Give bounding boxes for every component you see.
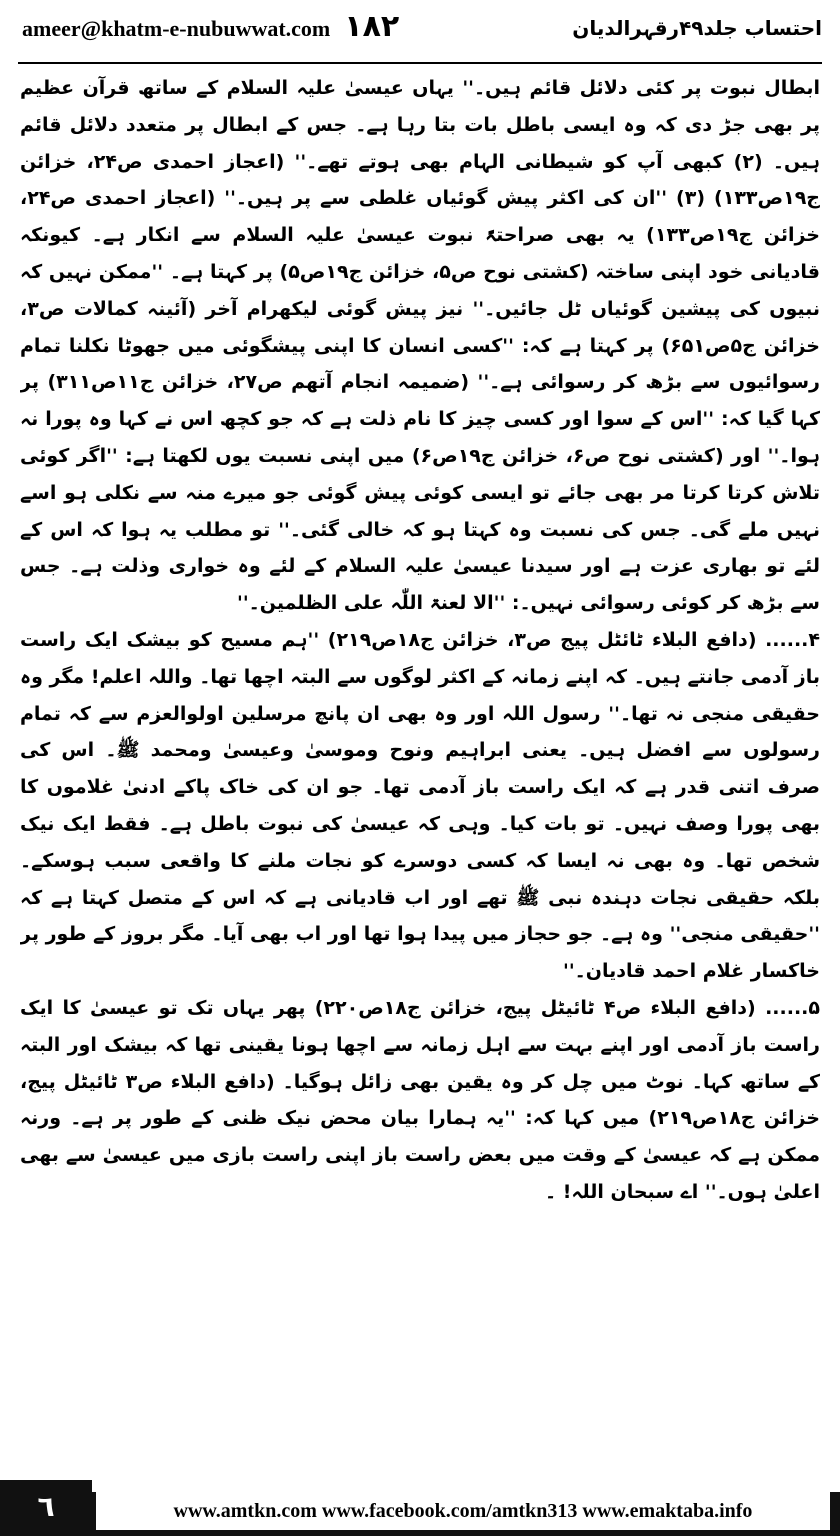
page-body [20, 70, 820, 1470]
page-header [0, 0, 840, 66]
header-divider [18, 62, 822, 64]
body-paragraph-2: ۴...... (دافع البلاء ٹائٹل پیج ص۳، خزائن ج۱۸ص۲۱۹) ''ہم مسیح کو بیشک ایک راست باز آدمی جانتے ہیں۔ کہ اپنے زمانہ کے اکثر لوگوں سے البتہ اچھا تھا۔ واللہ اعلم! مگر وہ حقیقی منجی نہ تھا۔'' رسول اللہ اور وہ بھی ان پانچ مرسلین اولوالعزم سے کہ تمام رسولوں سے افضل ہیں۔ یعنی ابراہیم ونوح وموسیٰ وعیسیٰ ومحمد ﷺ۔ اس کی صرف اتنی قدر ہے کہ ایک راست باز آدمی تھا۔ جو ان کی خاک پاکے ادنیٰ غلاموں کا بھی پورا وصف نہیں۔ تو بات کیا۔ وہی کہ عیسیٰ کی نبوت باطل ہے۔ فقط ایک نیک شخص تھا۔ وہ بھی نہ ایسا کہ کسی دوسرے کو نجات ملنے کا واقعی سبب ہوسکے۔ بلکہ حقیقی نجات دہندہ نبی ﷺ تھے اور اب قادیانی ہے کہ اس کے متصل کہتا ہے کہ ''حقیقی منجی'' وہ ہے۔ جو حجاز میں پیدا ہوا تھا اور اب بھی آیا۔ مگر بروز کے طور پر خاکسار غلام احمد قادیان۔'' [20, 628, 820, 983]
header-email: ameer@khatm-e-nubuwwat.com [22, 16, 331, 41]
footer-website-links: www.amtkn.com www.facebook.com/amtkn313 www.emaktaba.info [96, 1492, 830, 1536]
page-footer [0, 1480, 840, 1540]
footer-page-number: ٦ [0, 1480, 92, 1536]
header-book-title: احتساب جلد۴۹رقہرالدیان [572, 16, 822, 40]
header-left [22, 9, 400, 44]
header-page-number: ١٨٢ [344, 9, 400, 44]
body-paragraph-1: ابطال نبوت پر کئی دلائل قائم ہیں۔'' یہاں عیسیٰ علیہ السلام کے ساتھ قرآن عظیم پر بھی جڑ دی کہ وہ ایسی باطل بات بتا رہا ہے۔ جس کے ابطال پر متعدد دلائل قائم ہیں۔ (۲) کبھی آپ کو شیطانی الہام بھی ہوتے تھے۔'' (اعجاز احمدی ص۲۴، خزائن ج۱۹ص۱۳۳) (۳) ''ان کی اکثر پیش گوئیاں غلطی سے پر ہیں۔'' (اعجاز احمدی ص۲۴، خزائن ج۱۹ص۱۳۳) یہ بھی صراحتہً نبوت عیسیٰ علیہ السلام سے انکار ہے۔ کیونکہ قادیانی خود اپنی ساختہ (کشتی نوح ص۵، خزائن ج۱۹ص۵) پر کہتا ہے۔ ''ممکن نہیں کہ نبیوں کی پیشین گوئیاں ٹل جائیں۔'' نیز پیش گوئی لیکھرام آخر (آئینہ کمالات ص۳، خزائن ج۵ص۶۵۱) پر کہتا ہے کہ: ''کسی انسان کا اپنی پیشگوئی میں جھوٹا نکلنا تمام رسوائیوں سے بڑھ کر رسوائی ہے۔'' (ضمیمہ انجام آتھم ص۲۷، خزائن ج۱۱ص۳۱۱) پر کہا گیا کہ: ''اس کے سوا اور کسی چیز کا نام ذلت ہے کہ جو کچھ اس نے کہا وہ پورا نہ ہوا۔'' اور (کشتی نوح ص۶، خزائن ج۱۹ص۶) میں اپنی نسبت یوں لکھتا ہے: ''اگر کوئی تلاش کرتا کرتا مر بھی جائے تو ایسی کوئی پیش گوئی جو میرے منہ سے نکلی ہو اسے نہیں ملے گی۔ جس کی نسبت وہ کہتا ہو کہ خالی گئی۔'' تو مطلب یہ ہوا کہ اس کے لئے تو بھاری عزت ہے اور سیدنا عیسیٰ علیہ السلام کے لئے وہ خواری وذلت ہے۔ جس سے بڑھ کر کوئی رسوائی نہیں۔: ''الا لعنۃ اللّٰہ علی الظلمین۔'' [20, 77, 820, 615]
body-paragraph-3: ۵...... (دافع البلاء ص۴ ٹائیٹل پیج، خزائن ج۱۸ص۲۲۰) پھر یہاں تک تو عیسیٰ کا ایک راست باز آدمی اور اپنے بہت سے اہل زمانہ سے اچھا ہونا یقینی تھا کہ بیشک اور البتہ کے ساتھ کہا۔ نوٹ میں چل کر وہ یقین بھی زائل ہوگیا۔ (دافع البلاء ص۳ ٹائیٹل پیج، خزائن ج۱۸ص۲۱۹) میں کہا کہ: ''یہ ہمارا بیان محض نیک ظنی کے طور پر ہے۔ ورنہ ممکن ہے کہ عیسیٰ کے وقت میں بعض راست باز اپنی راست بازی میں عیسیٰ سے بھی اعلیٰ ہوں۔'' اے سبحان اللہ! ۔ [20, 996, 820, 1203]
